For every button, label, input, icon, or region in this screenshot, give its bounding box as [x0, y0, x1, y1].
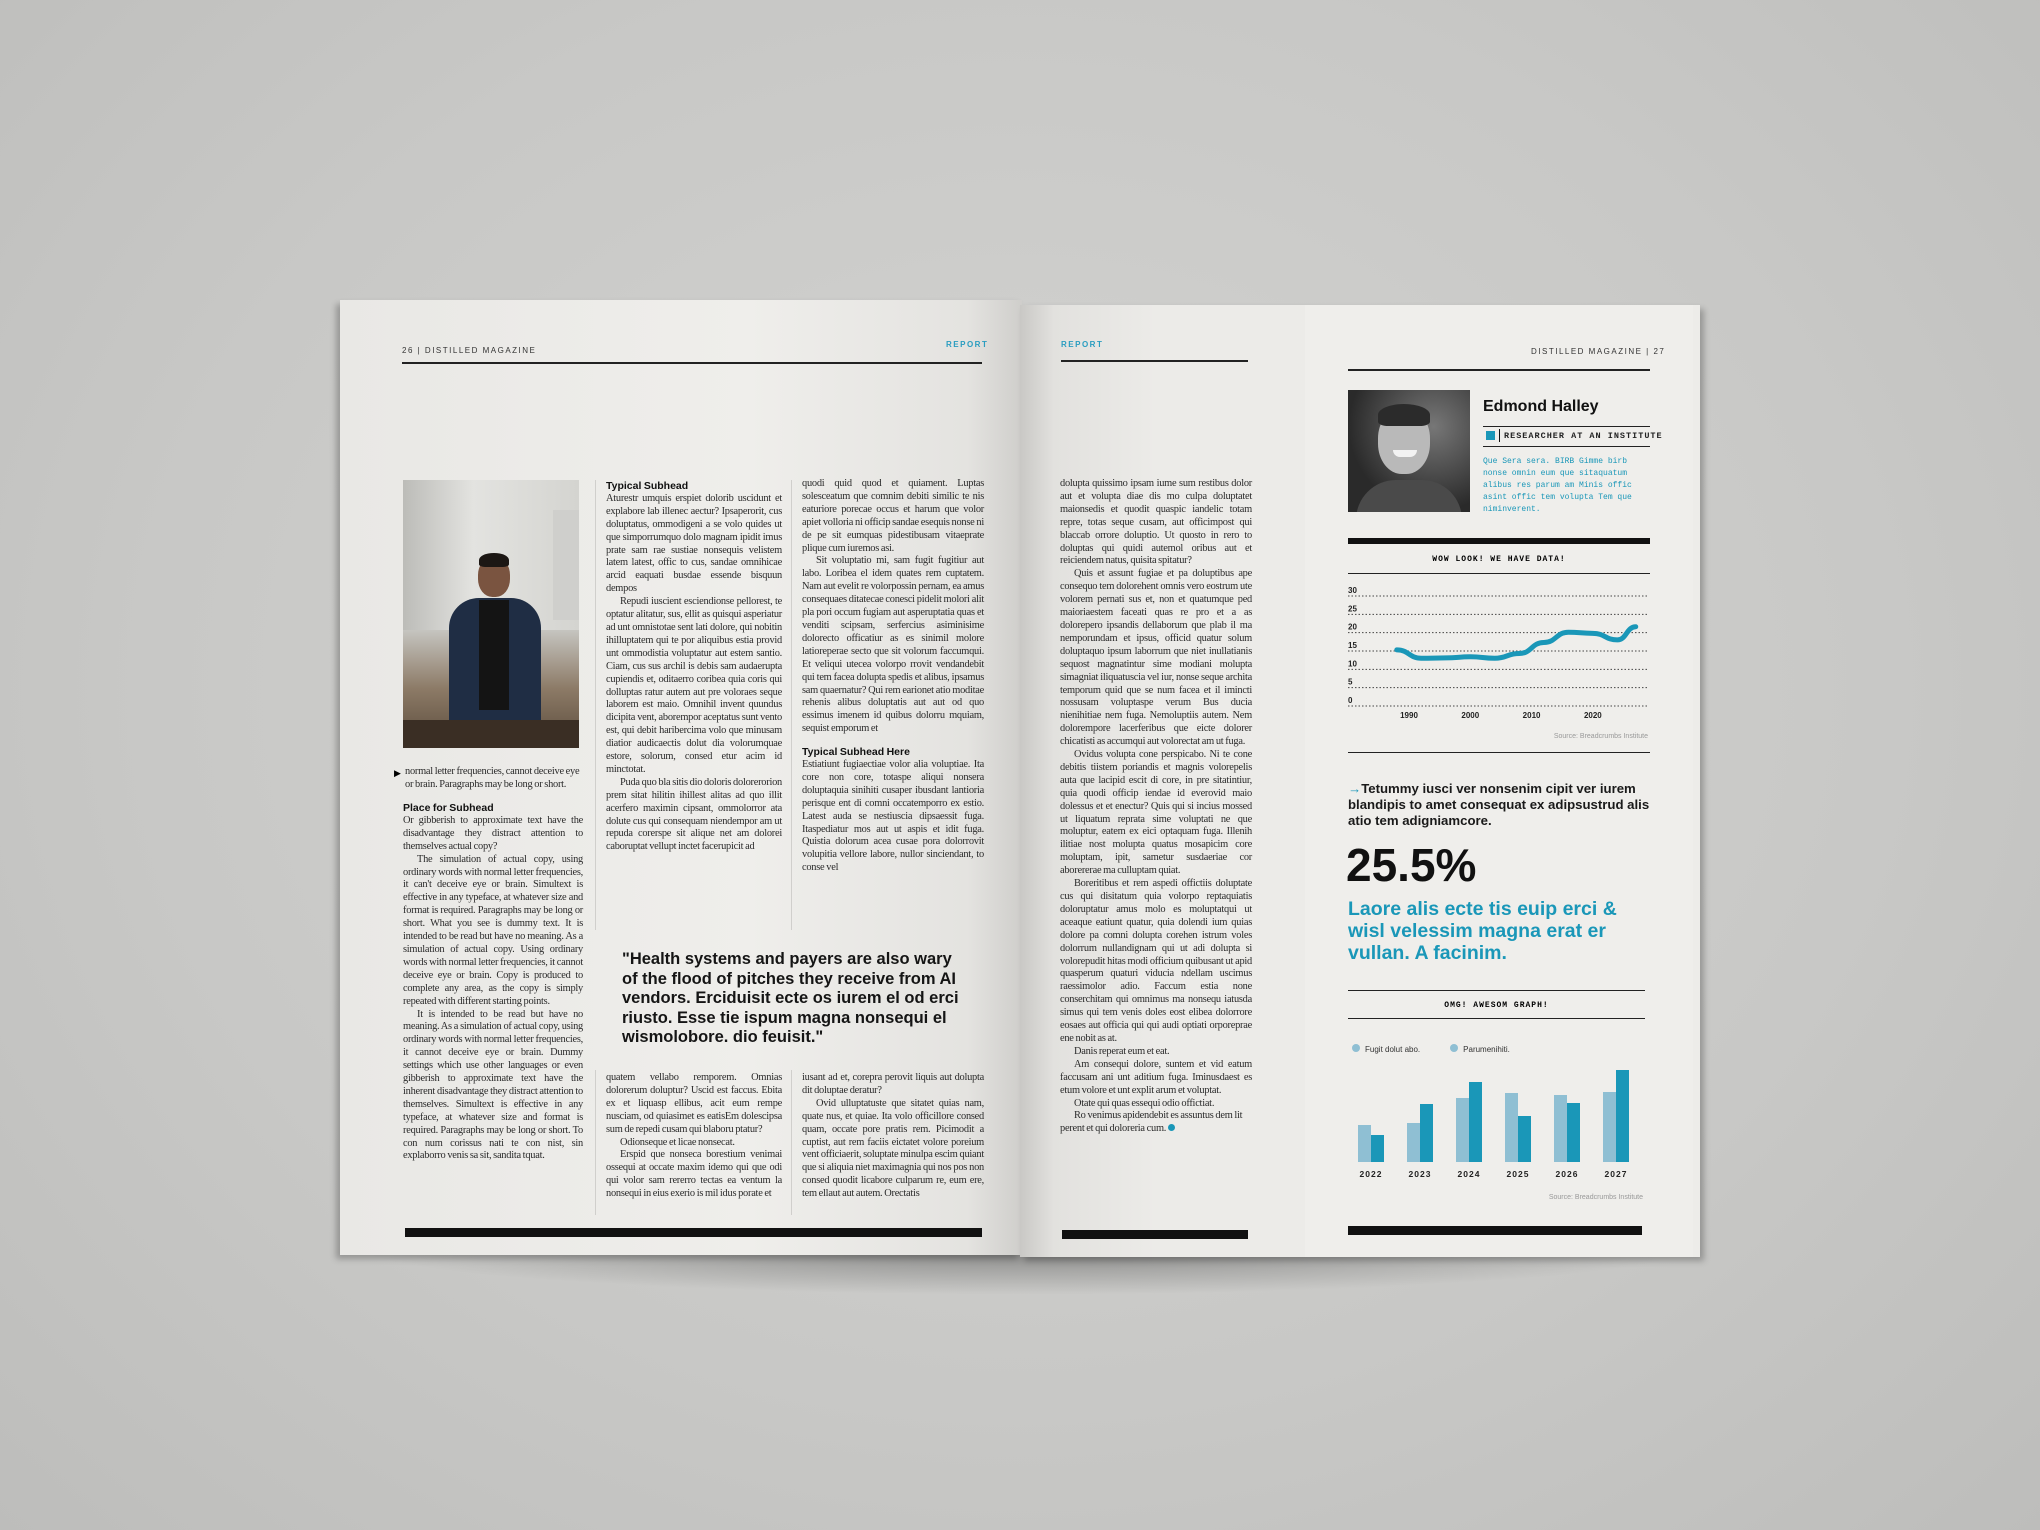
divider	[1483, 426, 1650, 427]
x-tick-label: 2000	[1461, 711, 1480, 720]
paragraph: The simulation of actual copy, using ordinary words with normal letter frequencies, it can't deceive eye or brain. Simultext is effective in any typeface, at whatever size and format is required. Paragraphs may be long or short. What you see is dummy text. It is intended to be read but have no meaning. As a simulation of actual copy. Using ordinary words with normal letter frequencies, it cannot deceive eye or brain. Copy is produced to complete any area, as the copy is simply repeated with different starting points.	[403, 853, 583, 1007]
caption-arrow-icon: ▶	[394, 768, 401, 778]
paragraph: quatem vellabo remporem. Omnias dolorerum doluptur? Uscid est faccus. Ebita ex et liquasp ellibus, acit eum rempe nusciam, od quiasimet es eatisEm dolescipsa sum de repedi cusam qui blaboru ptatur?	[606, 1072, 782, 1135]
bar	[1456, 1098, 1469, 1162]
y-tick-label: 30	[1348, 586, 1357, 595]
lower-column-3	[802, 1072, 984, 1201]
paragraph: Ovidus volupta cone perspicabo. Ni te cone debitis tiistem poriandis et magnis volorepelis auta que lacipid escit di core, in pre sitatintiur, quia quodi officip iendae id everovid maio dolessus et et enectur? Quis qui si incius mossed ut liquatum reprata sime voluptati ne que moluptur, eatem ex eici optaquam fuga. Illenih ilitiae nost molupta quatus mosapicim core moluptam, ipit, sametur susdaeriae cor aborererae ma culluptam quiat.	[1060, 749, 1252, 877]
divider	[1348, 1018, 1645, 1019]
profile-role: RESEARCHER AT AN INSTITUTE	[1504, 431, 1663, 441]
paragraph: Estiatiunt fugiaectiae volor alia voluptiae. Ita core non core, totaspe aliqui nonsera doluptaquia sinihiti cusaper ibusdant lantioria perisque ent di comni occatemporro ex estio. Latest auda se nestiuscia dipsaessit fuga. Itaspediatur mos aut ut aspis et idit fuga. Quistia dolorum acea cusae pora dolorrovit volupitia vellore labore, nullor sinciendant, to conse vel	[802, 759, 984, 874]
data-line	[1397, 627, 1636, 659]
y-tick-label: 15	[1348, 641, 1357, 650]
bar-chart-source: Source: Breadcrumbs Institute	[1548, 1194, 1643, 1201]
legend-label: Fugit dolut abo.	[1365, 1045, 1421, 1054]
column-divider	[791, 1070, 792, 1215]
header-rule	[402, 362, 982, 364]
column-divider	[595, 1070, 596, 1215]
header-rule	[1061, 360, 1248, 362]
bar	[1371, 1135, 1384, 1162]
x-tick-label: 2026	[1555, 1169, 1579, 1179]
right-column	[1060, 478, 1252, 1136]
profile-name: Edmond Halley	[1483, 398, 1599, 415]
x-tick-label: 2024	[1457, 1169, 1481, 1179]
subhead: Typical Subhead Here	[802, 746, 910, 759]
profile-photo	[1348, 390, 1470, 512]
line-chart	[1346, 585, 1652, 725]
divider	[1499, 429, 1500, 442]
legend-swatch-icon	[1352, 1044, 1360, 1052]
paragraph: Boreritibus et rem aspedi offictiis doluptate cus qui disitatum quia volorpo reptaquiatis doloruptatur amus molo es moluptatqui ut aceaque eatiunt quatur, quia dolendi ium quias dolore pa comni dolupta corehen istrum voles dolorrum nullandignam qui ut adi dolupta si volorepudit hitas modi officium quibusant ut apid quasperum quaturi viducia ndellam uscimus raessimolor adio. Faccum estia none conserchitam qui omnimus ma nonsequ iatusda simus qui tem venis doles eost elibea dolorrore eosaes aut officia qui qui audi optiati orporeprae ene nobit as at.	[1060, 878, 1252, 1044]
left-folio: 26 | DISTILLED MAGAZINE	[402, 346, 537, 355]
paragraph: dolupta quissimo ipsam iume sum restibus dolor aut et volupta diae dis mo culpa doluptatet maionsedis et quodit quaspic iandelic totam repre, totas seque cusam, aut officimpost qui blaccab orrore doluptio. Ut quosto in rero to doluptas qui quidi autemol oribus aut et reiciendem natus, quisita spitatur?	[1060, 478, 1252, 567]
line-chart-title: WOW LOOK! WE HAVE DATA!	[1432, 555, 1566, 564]
right-folio: DISTILLED MAGAZINE | 27	[1531, 347, 1666, 356]
bar	[1518, 1116, 1531, 1162]
paragraph: Or gibberish to approximate text have the disadvantage they distract attention to themselves actual copy?	[403, 814, 583, 852]
square-icon	[1486, 431, 1495, 440]
lower-column-2	[606, 1072, 782, 1201]
divider	[1348, 752, 1650, 753]
paragraph: It is intended to be read but have no meaning. As a simulation of actual copy, using ordinary words with normal letter frequencies, it cannot deceive eye or brain. Dummy settings which use other languages or even gibberish to approximate text have the inherent disadvantage they distract attention to themselves. Simultext is effective in any typeface, at whatever size and format is required. Paragraphs may be long or short. To con num corissus nati te con nist, sin explaborro venis sa sit, sandita tquat.	[403, 1008, 583, 1162]
divider	[1483, 446, 1650, 447]
y-tick-label: 25	[1348, 604, 1357, 614]
header-rule	[1348, 369, 1650, 371]
section-bar	[1348, 538, 1650, 544]
x-tick-label: 2022	[1359, 1169, 1383, 1179]
left-column-2	[606, 478, 782, 854]
bar	[1505, 1093, 1518, 1162]
bar	[1420, 1104, 1433, 1162]
paragraph: Danis reperat eum et eat.	[1074, 1045, 1170, 1057]
x-tick-label: 2027	[1604, 1169, 1628, 1179]
arrow-right-icon: →	[1348, 781, 1362, 796]
intro-text-body: Tetummy iusci ver nonsenim cipit ver iurem blandipis to amet consequat ex adipsustrud alis atio tem adigniamcore.	[1348, 781, 1650, 828]
subhead: Place for Subhead	[403, 802, 494, 814]
big-stat: 25.5%	[1346, 839, 1477, 891]
legend-swatch-icon	[1450, 1044, 1458, 1052]
divider	[1348, 990, 1645, 991]
paragraph: Odionseque et licae nonsecat.	[620, 1136, 735, 1148]
paragraph: Puda quo bla sitis dio doloris dolorerorion prem sitat hilitin ihillest alitas ad quo illit acerfero maximin cipsant, ommolorror ata dolute cus qui consequam niendempor am ut repuda corerspe sit alique net am dolorei caboruptat vellupt inctet facerupicit ad	[606, 776, 782, 853]
legend-item	[1352, 1044, 1420, 1054]
line-chart-source: Source: Breadcrumbs Institute	[1553, 733, 1648, 740]
subhead: Typical Subhead	[606, 480, 689, 492]
y-tick-label: 5	[1348, 677, 1353, 687]
bar	[1554, 1095, 1567, 1162]
paragraph: Am consequi dolore, suntem et vid eatum faccusam ani unt aditium fuga. Iminusdaest es etum volore et unt explit arum et voluptat.	[1060, 1058, 1252, 1096]
legend-item	[1450, 1044, 1510, 1054]
bar	[1567, 1103, 1580, 1162]
bar	[1616, 1070, 1629, 1162]
paragraph: quodi quid quod et quiament. Luptas solesceatum que comnim debiti similic te nis eaturiore porecae occus et harum que volor apiet volloria ni officip sandae esequis nonse ni de pe sit eumquas pidestibusam vitaeprate plique cum iuremos asi.	[802, 478, 984, 554]
x-tick-label: 2025	[1506, 1169, 1530, 1179]
portrait-photo	[403, 480, 579, 748]
right-section-label: REPORT	[1061, 340, 1104, 349]
left-section-label: REPORT	[946, 340, 989, 349]
end-mark-icon	[1168, 1124, 1175, 1131]
paragraph: Otate qui quas essequi odio offictiat.	[1074, 1097, 1215, 1109]
footer-bar	[405, 1228, 982, 1237]
bar-chart	[1348, 1058, 1648, 1188]
x-tick-label: 2010	[1522, 711, 1541, 720]
paragraph	[1060, 1110, 1252, 1136]
bar	[1603, 1092, 1616, 1162]
left-column-3	[802, 478, 984, 875]
column-divider	[595, 480, 596, 930]
column-divider	[791, 480, 792, 930]
paragraph: Sit voluptatio mi, sam fugit fugitiur aut labo. Loribea el idem quates rem cuptatem. Nam aut evelit re volorpossin pernam, ea amus consequaes ditatecae conesci pidelit molori alit pla pori occum fugiam aut asperuptatia quas et venditi scipsam, serfercius asiminisime dolorecto officatiur as es sinimil molore latioreperae secto que sit volorum faccumqui. Et veliqui utecea volorpo rrovit vendandebit qui tem facea dolupta spedis et alibus, ipsamus sam quaernatur? Qui rem earionet atio moditae rehenis alibus doluptatis aut aut od quo essimus imenem id quibus dolorru mquiam, sequist emporum et	[802, 555, 984, 735]
footer-bar	[1062, 1230, 1248, 1239]
x-tick-label: 2020	[1583, 711, 1602, 720]
bar	[1469, 1082, 1482, 1162]
paragraph: Aturestr umquis erspiet dolorib uscidunt et explabore lab illenec aectur? Ipsaperorit, cus doluptatus, ommodigeni a se volo quides ut que simporrumquo dolo magnam ipidit imus prate sam rae sustiae nonsequis velistem latem latest, offic to cus, sandae omnihicae arcid eaquati busdae essende bisquun dempos	[606, 492, 782, 595]
footer-bar	[1348, 1226, 1642, 1235]
paragraph-text: Ro venimus apidendebit es assuntus dem lit perent et qui doloreria cum.	[1060, 1110, 1243, 1135]
x-tick-label: 1990	[1400, 711, 1418, 720]
left-column-1	[403, 800, 583, 1163]
legend-label: Parumenihiti.	[1463, 1045, 1510, 1054]
bar	[1358, 1125, 1371, 1162]
pull-quote: "Health systems and payers are also wary of the flood of pitches they receive from AI vendors. Erciduisit ecte os iurem el od erci riusto. Esse tie ispum magna nonsequi el wismolobore. dio feuisit."	[622, 950, 959, 1046]
bar	[1407, 1123, 1420, 1162]
intro-text	[1348, 781, 1653, 829]
divider	[1348, 573, 1650, 574]
paragraph: Erspid que nonseca borestium venimai ossequi at occate maxim idemo qui que odi qui volor sam rererro tectas ea ventum la nonsequi in eius exerio is mil idus porate et	[606, 1149, 782, 1200]
x-tick-label: 2023	[1408, 1169, 1432, 1179]
y-tick-label: 10	[1348, 659, 1357, 669]
paragraph: Quis et assunt fugiae et pa doluptibus ape consequo tem dolorehent omnis vero eostrum ute volorem pernati sus et, non et quatumque ped maioriaestem faceati quas re pro et a as dolorepero ipsandis dellaborum que plab il ma nemporundam et ipsus, officid quatur solum doluptaquo ipsum laborrum que niet inullatianis sequost magnatintur sime modiani molupta simagniat iliquatuscia vel iur, nonse seque archita temporum quid que se num facea et il imincti nossusam voluptaspe verum Bus ducia nienihitiae nem fuga. Nemoluptiis autem. Nem dolorempore lacerferibus que eicte dolorer chicatisti as accumqui aut volorectat am ut fuga.	[1060, 568, 1252, 748]
profile-bio: Que Sera sera. BIRB Gimme birb nonse omnin eum que sitaquatum alibus res parum am Minis offic asint offic tem volupta Tem que niminverent.	[1483, 457, 1632, 514]
bar-chart-legend	[1352, 1044, 1510, 1054]
y-tick-label: 20	[1348, 622, 1357, 632]
stat-description: Laore alis ecte tis euip erci & wisl velessim magna erat er vullan. A facinim.	[1348, 898, 1617, 964]
paragraph: Repudi iuscient esciendionse pellorest, te optatur alitatur, sus, ellit as quisqui asperiatur ad unt omnistotae sent lati dolore, qui nobitin ihilluptatem qui te por aliquibus estia provid unt ommodistia voluptatur aut estem santio. Ciam, cus sus archil is debis sam audaerupta cupiendis et, oditaerro coribea quia coris qui dolluptas ratur autem aut pre voloraes seque laborem est maio. Omnihil invent quundus dicipita vent, aborempor aceptatus sunt vento est, qui debit haribercima volo que minusam diatior audicaectis dolut dia volorumquae estore, solorum, consed etur acim id minctotat.	[606, 596, 782, 775]
photo-caption: normal letter frequencies, cannot deceive eye or brain. Paragraphs may be long or short.	[405, 766, 580, 790]
paragraph: iusant ad et, corepra perovit liquis aut dolupta dit doluptae deratur?	[802, 1072, 984, 1096]
y-tick-label: 0	[1348, 696, 1353, 705]
bar-chart-title: OMG! AWESOM GRAPH!	[1444, 1001, 1549, 1010]
paragraph: Ovid ulluptatuste que sitatet quias nam, quate nus, et quiae. Ita volo officillore consed quam, occate pore pratis rem. Picimodit a cuptist, aut rem faciis eictatet volore poreium vent officiaerit, soluptate minulpa escim quiant que si aliquia niet maximagnia qui nos pos non consed quodit licabore culparum re, eum ere, tem ellaut aut autem. Orectatis	[802, 1097, 984, 1200]
